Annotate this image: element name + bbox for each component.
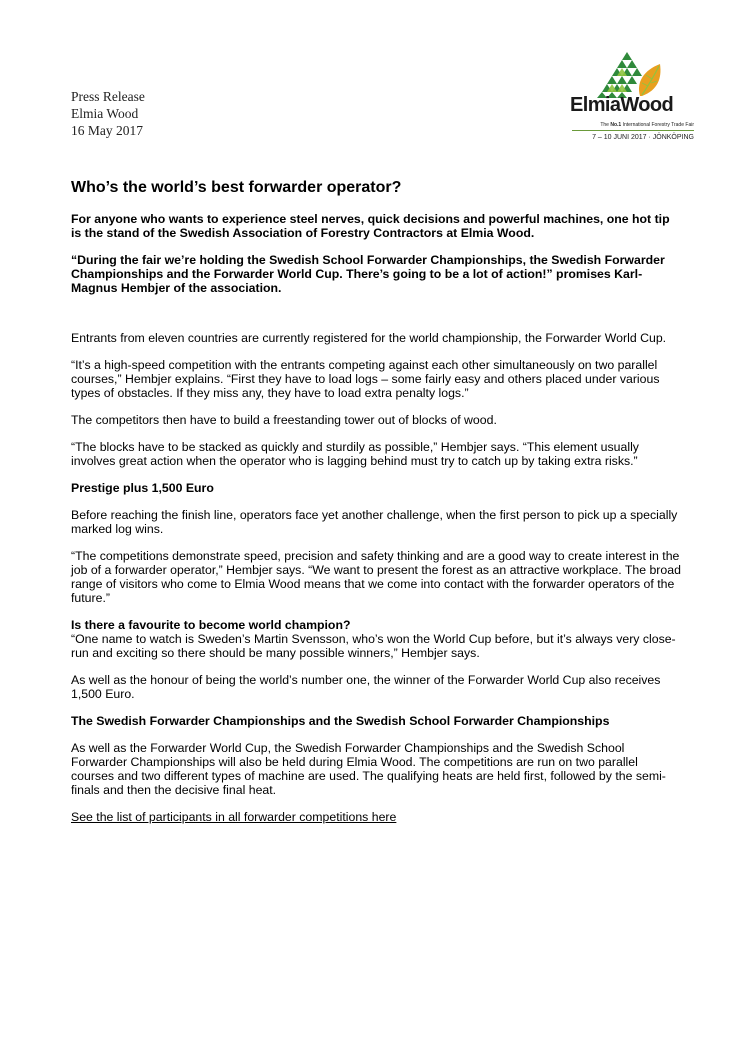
paragraph-5: Before reaching the finish line, operators face yet another challenge, when the first person to pick up a specially marked log wins.	[71, 508, 678, 536]
elmia-wood-logo	[562, 50, 692, 146]
paragraph-9: As well as the Forwarder World Cup, the Swedish Forwarder Championships and the Swedish School Forwarder Championships will also be held during Elmia Wood. The competitions are run on two parallel courses and two different types of machine are used. The qualifying heats are held first, followed by the semi-finals and then the decisive final heat.	[71, 741, 666, 797]
paragraph-2: “It’s a high-speed competition with the entrants competing against each other simultaneously on two parallel courses,” Hembjer explains. “First they have to load logs – some fairly easy and others placed under various types of obstacles. If they miss any, they have to load extra penalty logs.”	[71, 358, 660, 400]
tagline-prefix: The	[600, 122, 611, 128]
header-label: Press Release	[71, 89, 145, 104]
paragraph-7: “One name to watch is Sweden’s Martin Svensson, who’s won the World Cup before, but it’s always very close-run and exciting so there should be many possible winners,” Hembjer says.	[71, 632, 676, 660]
paragraph-3: The competitors then have to build a freestanding tower out of blocks of wood.	[71, 413, 497, 427]
logo-dates: 7 – 10 JUNI 2017 · JÖNKÖPING	[592, 134, 694, 141]
favourite-section	[71, 618, 681, 660]
header-organization: Elmia Wood	[71, 106, 139, 121]
paragraph-1: Entrants from eleven countries are currently registered for the world championship, the Forwarder World Cup.	[71, 331, 667, 345]
press-release-header	[71, 88, 145, 139]
lead-paragraph-2: “During the fair we’re holding the Swedish School Forwarder Championships, the Swedish Forwarder Championships and the Forwarder World Cup. There’s going to be a lot of action!” promises Karl-Magnus Hembjer of the association.	[71, 253, 665, 295]
paragraph-4: “The blocks have to be stacked as quickly and sturdily as possible,” Hembjer says. “This element usually involves great action when the operator who is lagging behind must try to catch up by taking extra risks.”	[71, 440, 639, 468]
logo-divider	[572, 130, 694, 131]
logo-wordmark: ElmiaWood	[570, 94, 674, 116]
article-body	[71, 178, 681, 837]
tagline-bold: No.1	[610, 122, 622, 128]
subheading-championships: The Swedish Forwarder Championships and the Swedish School Forwarder Championships	[71, 714, 610, 728]
tagline-rest: International Forestry Trade Fair	[621, 122, 694, 128]
subheading-favourite: Is there a favourite to become world champion?	[71, 618, 351, 632]
article-title: Who’s the world’s best forwarder operator?	[71, 179, 402, 196]
header-date: 16 May 2017	[71, 123, 143, 138]
paragraph-8: As well as the honour of being the world’s number one, the winner of the Forwarder World Cup also receives 1,500 Euro.	[71, 673, 661, 701]
subheading-prestige: Prestige plus 1,500 Euro	[71, 481, 214, 495]
participants-link-row	[71, 810, 681, 824]
logo-tagline	[572, 122, 694, 128]
lead-paragraph-1: For anyone who wants to experience steel nerves, quick decisions and powerful machines, one hot tip is the stand of the Swedish Association of Forestry Contractors at Elmia Wood.	[71, 212, 670, 240]
tree-leaf-icon	[562, 50, 692, 98]
paragraph-6: “The competitions demonstrate speed, precision and safety thinking and are a good way to create interest in the job of a forwarder operator,” Hembjer says. “We want to present the forest as an attractive workplace. The broad range of visitors who come to Elmia Wood means that we come into contact with the forwarder operators of the future.”	[71, 549, 681, 605]
participants-link[interactable]: See the list of participants in all forwarder competitions here	[71, 810, 397, 824]
